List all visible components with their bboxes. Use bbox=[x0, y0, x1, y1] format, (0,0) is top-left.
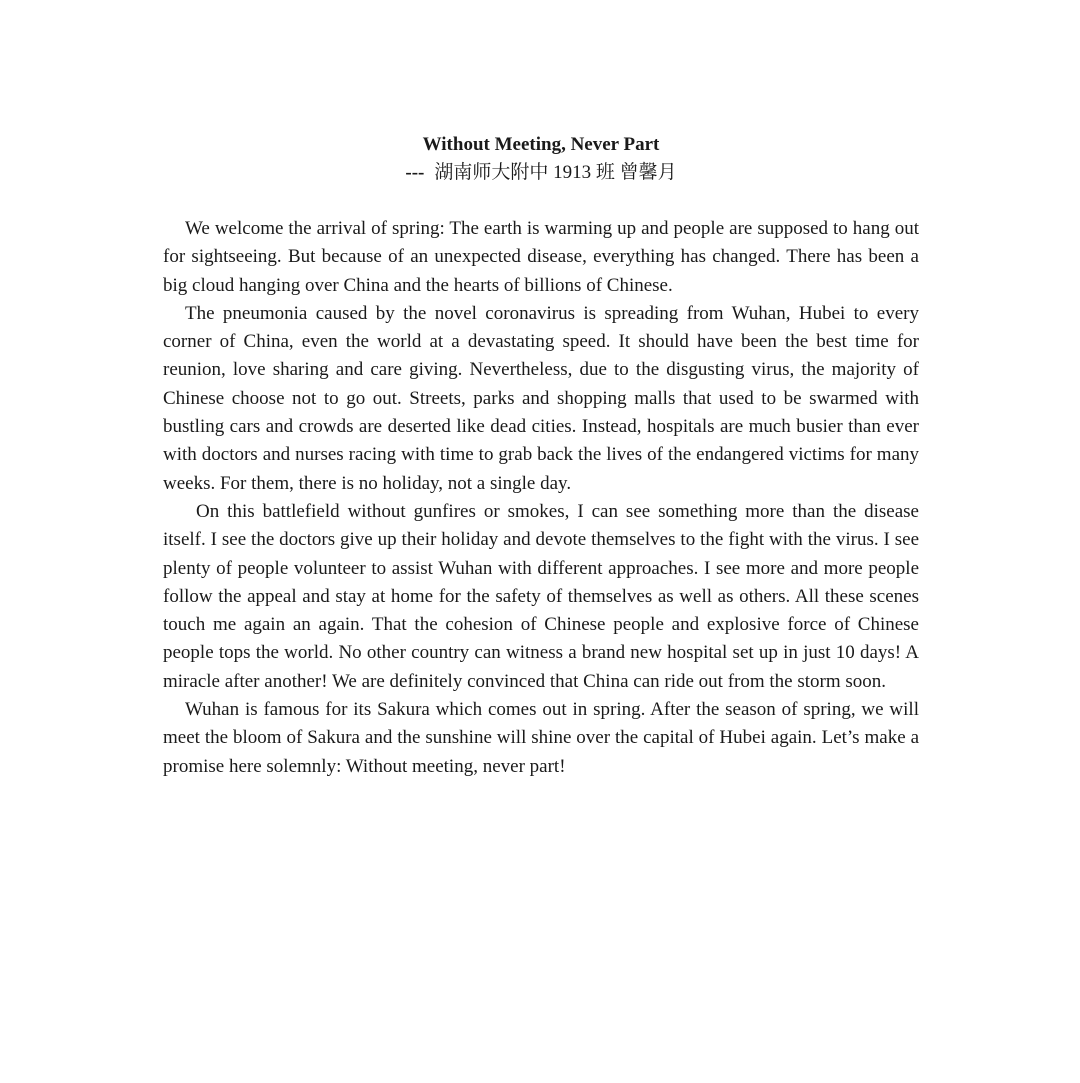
author-name: 湖南师大附中 1913 班 曾馨月 bbox=[434, 162, 677, 183]
paragraph-4: Wuhan is famous for its Sakura which comes out in spring. After the season of spring, we will meet the bloom of Sakura and the sunshine will shine over the capital of Hubei again. Let’s make a promise here solemnly: Without meeting, never part! bbox=[163, 699, 919, 777]
document-body bbox=[163, 215, 919, 781]
document-page bbox=[163, 131, 919, 781]
document-title: Without Meeting, Never Part bbox=[422, 134, 660, 155]
paragraph-2: The pneumonia caused by the novel coronavirus is spreading from Wuhan, Hubei to every corner of China, even the world at a devastating speed. It should have been the best time for reunion, love sharing and care giving. Nevertheless, due to the disgusting virus, the majority of Chinese choose not to go out. Streets, parks and shopping malls that used to be swarmed with bustling cars and crowds are deserted like dead cities. Instead, hospitals are much busier than ever with doctors and nurses racing with time to grab back the lives of the endangered victims for many weeks. For them, there is no holiday, not a single day. bbox=[163, 302, 919, 494]
author-byline bbox=[163, 159, 919, 187]
paragraph-3: On this battlefield without gunfires or smokes, I can see something more than the disease itself. I see the doctors give up their holiday and devote themselves to the fight with the virus. I see plenty of people volunteer to assist Wuhan with different approaches. I see more and more people follow the appeal and stay at home for the safety of themselves as well as others. All these scenes touch me again an again. That the cohesion of Chinese people and explosive force of Chinese people tops the world. No other country can witness a brand new hospital set up in just 10 days! A miracle after another! We are definitely convinced that China can ride out from the storm soon. bbox=[163, 500, 919, 692]
byline-dash: --- bbox=[405, 162, 425, 183]
paragraph-1: We welcome the arrival of spring: The earth is warming up and people are supposed to hang out for sightseeing. But because of an unexpected disease, everything has changed. There has been a big cloud hanging over China and the hearts of billions of Chinese. bbox=[163, 218, 919, 296]
